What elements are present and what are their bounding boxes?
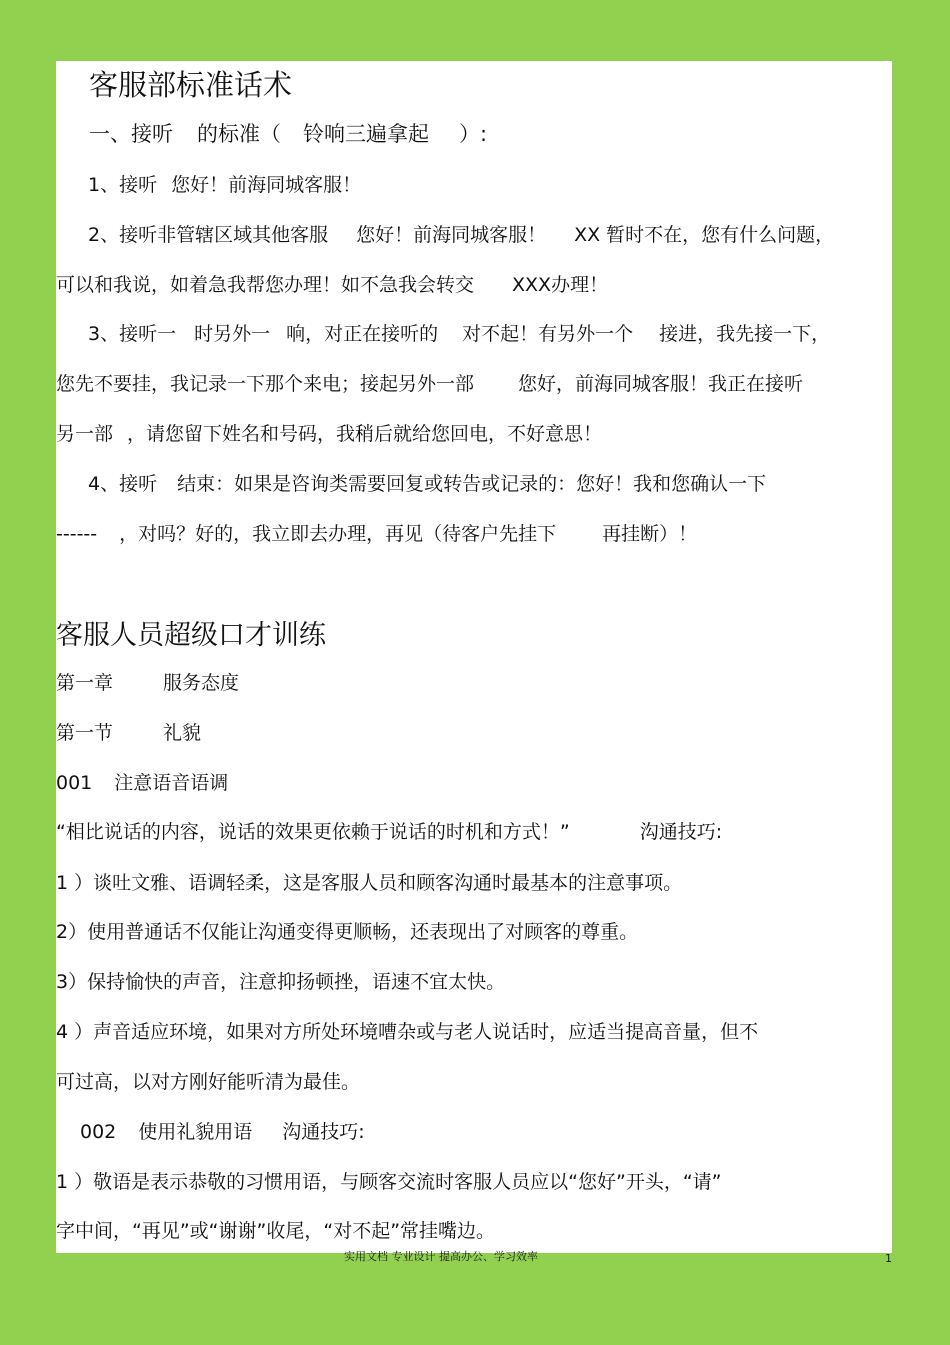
text-span: XX 暂时不在，您有什么问题， [574, 224, 835, 246]
paragraph-2-line-2 [56, 272, 608, 298]
paragraph-2 [88, 222, 834, 248]
item-001-heading [56, 770, 228, 796]
text-span: 沟通技巧: [639, 821, 723, 843]
text-span: 对不起！有另外一个 [462, 323, 634, 345]
text-span: XXX办理！ [512, 274, 609, 296]
document-page [56, 61, 892, 1253]
heading-part: 铃响三遍拿起 [303, 122, 429, 146]
paragraph-3-line-2 [56, 371, 803, 397]
paragraph-3-line-3 [56, 421, 602, 447]
text-span: 4、接听 [88, 473, 158, 495]
tip-001-1: 1 ）谈吐文雅、语调轻柔，这是客服人员和顾客沟通时最基本的注意事项。 [56, 872, 683, 894]
heading-part: 的标准（ [197, 122, 281, 146]
text-span: 您好，前海同城客服！我正在接听 [518, 373, 804, 395]
tip-002-1-cont: 字中间，“再见”或“谢谢”收尾，“对不起”常挂嘴边。 [56, 1220, 496, 1242]
text-span: 响，对正在接听的 [286, 323, 439, 345]
tip-001-3: 3）保持愉快的声音，注意抑扬顿挫，语速不宜太快。 [56, 971, 506, 993]
tip-001-2: 2）使用普通话不仅能让沟通变得更顺畅，还表现出了对顾客的尊重。 [56, 921, 639, 943]
text-span: ------ [56, 523, 98, 545]
section-title: 客服人员超级口才训练 [56, 620, 326, 651]
text-span: 接进，我先接一下， [659, 323, 831, 345]
text-span: 服务态度 [163, 672, 240, 694]
text-span: 1、接听 [88, 174, 158, 196]
section-heading-2 [56, 720, 201, 746]
text-span: 时另外一 [194, 323, 271, 345]
paragraph-1 [88, 172, 361, 198]
section-heading [89, 120, 487, 148]
text-span: 您好！前海同城客服！ [356, 224, 547, 246]
text-span: 2、接听非管辖区域其他客服 [88, 224, 329, 246]
heading-part: ）: [459, 122, 488, 146]
text-span: 使用礼貌用语 [138, 1121, 253, 1143]
tip-001-4: 4 ）声音适应环境，如果对方所处环境嘈杂或与老人说话时，应适当提高音量，但不 [56, 1021, 759, 1043]
text-span: 结束：如果是咨询类需要回复或转告或记录的：您好！我和您确认一下 [177, 473, 767, 495]
quote-line [56, 819, 722, 845]
text-span: 沟通技巧: [282, 1121, 365, 1143]
item-002-heading [80, 1119, 365, 1145]
text-span: “相比说话的内容，说话的效果更依赖于说话的时机和方式！” [56, 821, 570, 843]
text-span: 注意语音语调 [114, 772, 229, 794]
tip-001-4-cont: 可过高，以对方刚好能听清为最佳。 [56, 1071, 361, 1093]
page-number: 1 [885, 1252, 892, 1265]
text-span: 再挂断）！ [602, 523, 698, 545]
chapter-heading [56, 670, 239, 696]
paragraph-4-line-2 [56, 521, 697, 547]
heading-part: 一、接听 [89, 122, 173, 146]
text-span: 您先不要挂，我记录一下那个来电；接起另外一部 [56, 373, 475, 395]
text-span: ，对吗？好的，我立即去办理，再见（待客户先挂下 [119, 523, 557, 545]
text-span: 第一节 [56, 722, 114, 744]
paragraph-3 [88, 321, 830, 347]
text-span: 礼貌 [163, 722, 202, 744]
page-title: 客服部标准话术 [89, 68, 293, 102]
footer-text: 实用文档 专业设计 提高办公、学习效率 [344, 1250, 538, 1263]
paragraph-4 [88, 471, 766, 497]
text-span: ，请您留下姓名和号码，我稍后就给您回电，不好意思！ [127, 423, 603, 445]
text-span: 另一部 [56, 423, 114, 445]
text-span: 001 [56, 772, 93, 794]
tip-002-1: 1 ）敬语是表示恭敬的习惯用语，与顾客交流时客服人员应以“您好”开头，“请” [56, 1171, 722, 1193]
text-span: 您好！前海同城客服！ [171, 174, 362, 196]
text-span: 3、接听一 [88, 323, 177, 345]
text-span: 第一章 [56, 672, 114, 694]
text-span: 002 [80, 1121, 117, 1143]
text-span: 可以和我说，如着急我帮您办理！如不急我会转交 [56, 274, 475, 296]
